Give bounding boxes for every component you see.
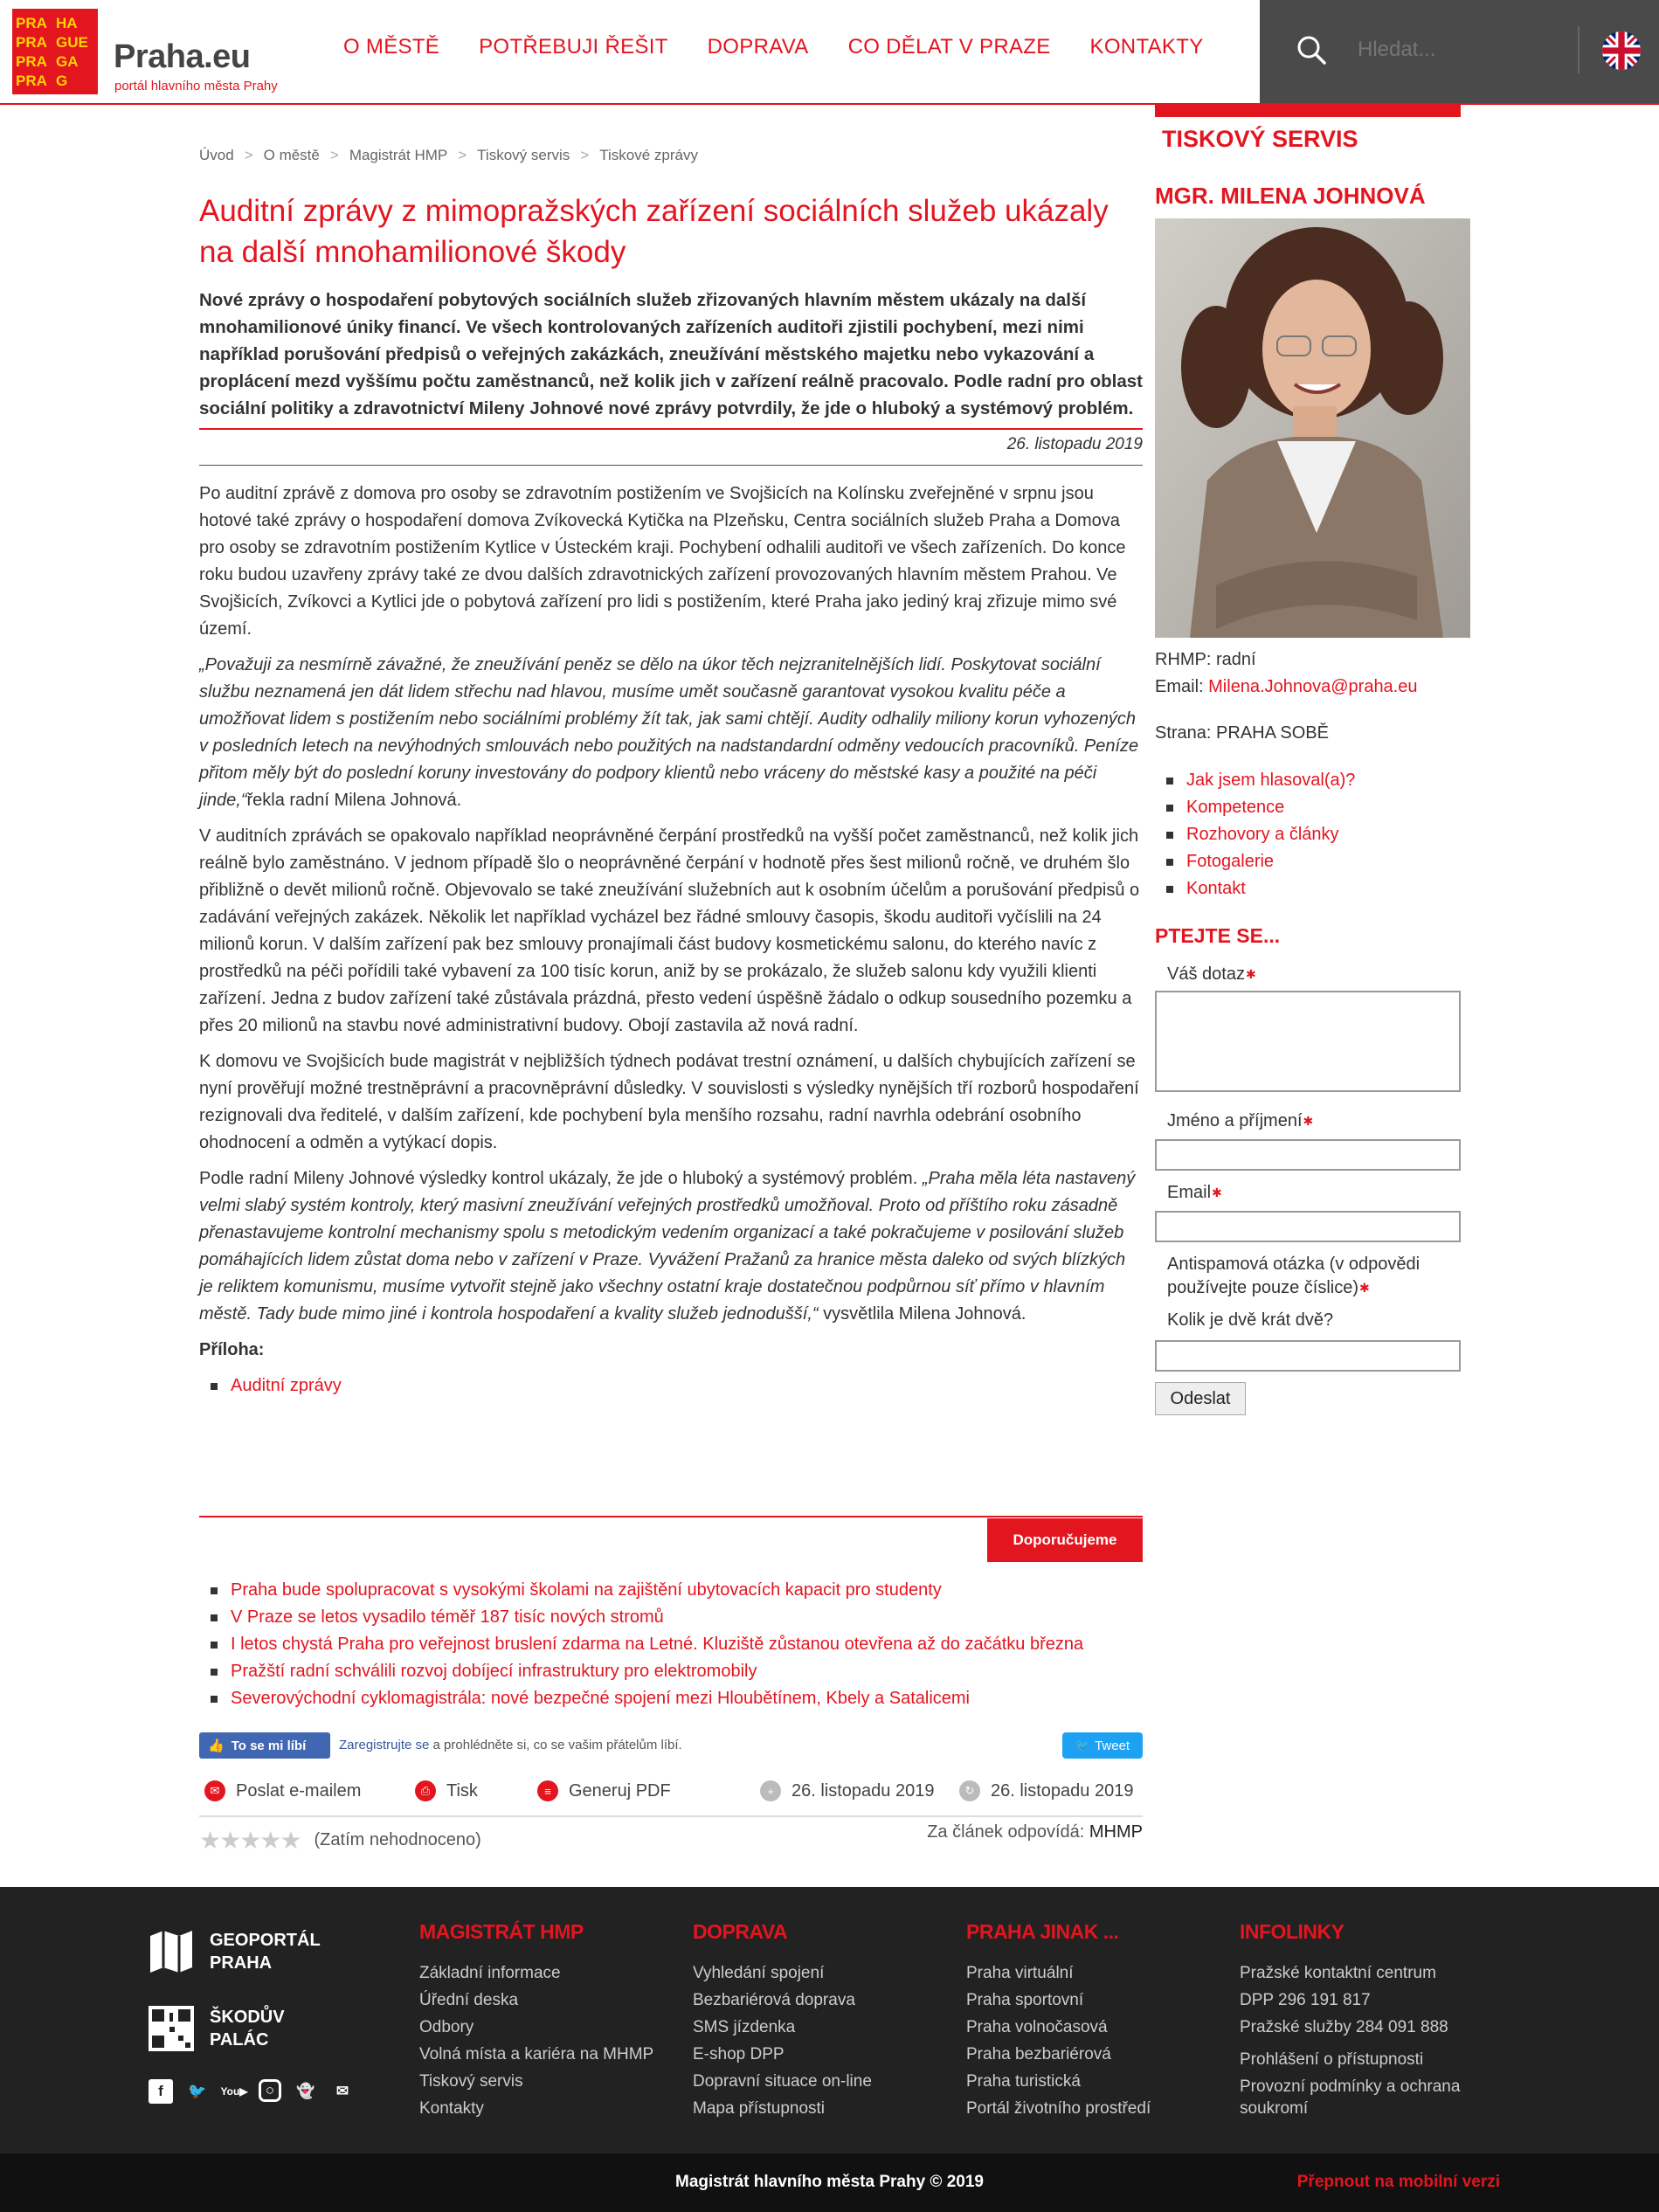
- created-date: [760, 1780, 934, 1801]
- breadcrumb-separator: >: [458, 147, 467, 163]
- copyright: Magistrát hlavního města Prahy © 2019: [675, 2173, 984, 2191]
- created-date-text: 26. listopadu 2019: [791, 1780, 935, 1801]
- article-tools: [199, 1780, 1143, 1817]
- main-nav: [343, 35, 1243, 59]
- skoduv-palac-link[interactable]: [149, 2006, 285, 2051]
- breadcrumb-magistrat[interactable]: Magistrát HMP: [349, 147, 448, 163]
- recommended-link[interactable]: Praha bude spolupracovat s vysokými školami na zajištění ubytovacích kapacit pro studenty: [231, 1580, 942, 1600]
- footer-text: Pražské služby 284 091 888: [1240, 2018, 1448, 2036]
- footer-link[interactable]: Volná místa a kariéra na MHMP: [419, 2045, 654, 2063]
- nav-o-meste[interactable]: O MĚSTĚ: [343, 35, 440, 59]
- nav-kontakty[interactable]: KONTAKTY: [1089, 35, 1204, 59]
- rating-text: (Zatím nehodnoceno): [314, 1830, 481, 1849]
- list-item: [1186, 767, 1469, 794]
- ask-title: PTEJTE SE...: [1155, 924, 1281, 947]
- thumbs-up-icon: 👍: [208, 1738, 225, 1753]
- uk-flag-icon[interactable]: [1602, 31, 1641, 70]
- article-body: [199, 480, 1143, 1400]
- pdf-tool-label: Generuj PDF: [569, 1780, 671, 1801]
- print-tool[interactable]: [415, 1780, 478, 1801]
- quote-intro: Podle radní Mileny Johnové výsledky kontrol ukázaly, že jde o hluboký a systémový problém.: [199, 1169, 918, 1188]
- recommended-tab[interactable]: Doporučujeme: [987, 1518, 1143, 1562]
- quote: „Praha měla léta nastavený velmi slabý systém kontroly, který masivní zneužívání veřejných prostředků umožňoval. Proto od příštího roku zásadně přenastavujeme kontrolní mechanismy spolu s metodickým vedením organizací a také pokračujeme v posilování služeb pomáhajících lidem zůstat doma nebo v zařízení v Praze. Vyvážení Pražanů za hranice města daleko od svých blízkých je reliktem komunismu, musíme vytvořit stejně jako všechny ostatní kraje dostatečnou podpůrnou síť přímo v hlavním městě. Tady bude mimo jiné i kontrola hospodaření a kvality služeb jednodušší,“: [199, 1169, 1136, 1324]
- attachment-label: Příloha:: [199, 1340, 265, 1359]
- name-label: [1167, 1109, 1313, 1133]
- footer-link[interactable]: Vyhledání spojení: [693, 1964, 825, 1982]
- logo-text: PRA: [16, 15, 47, 31]
- logo-text: GUE: [56, 34, 88, 51]
- search-input[interactable]: [1358, 31, 1559, 68]
- sidebar-accent-bar: [1155, 105, 1461, 117]
- person-email-row: [1155, 674, 1418, 701]
- paragraph: [199, 652, 1143, 814]
- facebook-register-link[interactable]: Zaregistrujte se: [339, 1738, 430, 1752]
- logo-text: PRA: [16, 53, 47, 70]
- link-kontakt[interactable]: Kontakt: [1186, 879, 1246, 898]
- breadcrumb-uvod[interactable]: Úvod: [199, 147, 234, 163]
- nav-doprava[interactable]: DOPRAVA: [707, 35, 809, 59]
- antispam-input[interactable]: [1155, 1340, 1461, 1372]
- geoportal-label-line: GEOPORTÁL: [210, 1931, 321, 1950]
- question-label-text: Váš dotaz: [1167, 964, 1245, 984]
- twitter-icon: 🐦: [1075, 1738, 1090, 1752]
- breadcrumb-separator: >: [244, 147, 253, 163]
- list-item: [1186, 821, 1469, 848]
- submit-button[interactable]: Odeslat: [1155, 1382, 1246, 1415]
- footer-link[interactable]: Praha volnočasová: [966, 2018, 1108, 2036]
- skoduv-label: [210, 2006, 285, 2051]
- rating: [199, 1826, 481, 1855]
- updated-date: [959, 1780, 1133, 1801]
- geoportal-label: [210, 1929, 321, 1974]
- quote-attribution: řekla radní Milena Johnová.: [246, 791, 462, 810]
- person-party: Strana: PRAHA SOBĚ: [1155, 723, 1329, 743]
- footer: [0, 1887, 1659, 2153]
- person-role: RHMP: radní: [1155, 650, 1256, 669]
- footer-bottom-bar: [0, 2153, 1659, 2212]
- email-tool[interactable]: [204, 1780, 361, 1801]
- facebook-like-button[interactable]: [199, 1732, 330, 1759]
- link-rozhovory[interactable]: Rozhovory a články: [1186, 825, 1339, 844]
- footer-col-magistrat: [419, 1920, 653, 2122]
- list-item: [1186, 848, 1469, 875]
- footer-col-title: MAGISTRÁT HMP: [419, 1920, 584, 1943]
- print-icon: ⎙: [415, 1780, 436, 1801]
- facebook-like-label: To se mi líbí: [231, 1738, 307, 1753]
- footer-link[interactable]: Praha virtuální: [966, 1964, 1074, 1982]
- footer-text: DPP 296 191 817: [1240, 1991, 1371, 2009]
- praha-logo[interactable]: [12, 9, 98, 94]
- breadcrumb-tiskove-zpravy[interactable]: Tiskové zprávy: [599, 147, 698, 163]
- skoduv-label-line: ŠKODŮV: [210, 2008, 285, 2027]
- person-name: MGR. MILENA JOHNOVÁ: [1155, 183, 1426, 209]
- name-input[interactable]: [1155, 1139, 1461, 1171]
- person-email-link[interactable]: Milena.Johnova@praha.eu: [1208, 677, 1418, 696]
- antispam-label-text: Antispamová otázka (v odpovědi používejte pouze číslice): [1167, 1255, 1421, 1297]
- breadcrumb-tiskovy-servis[interactable]: Tiskový servis: [477, 147, 570, 163]
- youtube-icon[interactable]: You▶: [220, 2085, 248, 2098]
- facebook-text-tail: a prohlédněte si, co se vašim přátelům líbí.: [429, 1738, 682, 1752]
- attachment-list: [199, 1372, 1143, 1400]
- attachment-link[interactable]: Auditní zprávy: [231, 1376, 342, 1395]
- divider: [1578, 26, 1580, 73]
- list-item: [231, 1658, 1143, 1685]
- required-mark: ✱: [1303, 1114, 1314, 1128]
- breadcrumb: [199, 147, 698, 164]
- nav-co-delat[interactable]: CO DĚLAT V PRAZE: [847, 35, 1051, 59]
- list-item: [231, 1604, 1143, 1631]
- list-item: [1186, 794, 1469, 821]
- pdf-tool[interactable]: [537, 1780, 671, 1801]
- qr-code-icon: [149, 2006, 194, 2051]
- email-label: Email:: [1155, 677, 1204, 696]
- recommended-list: [199, 1577, 1143, 1712]
- footer-link[interactable]: Mapa přístupnosti: [693, 2099, 826, 2118]
- footer-link[interactable]: Praha turistická: [966, 2072, 1081, 2091]
- person-links: [1155, 767, 1469, 902]
- site-subtitle: portál hlavního města Prahy: [114, 79, 278, 93]
- facebook-icon[interactable]: f: [149, 2079, 173, 2104]
- map-icon: [149, 1929, 194, 1974]
- mobile-version-link[interactable]: Přepnout na mobilní verzi: [1296, 2173, 1500, 2191]
- responsible: [927, 1822, 1143, 1842]
- tweet-button[interactable]: [1062, 1732, 1143, 1759]
- search-bar: [1260, 0, 1659, 103]
- divider: [199, 1516, 1143, 1517]
- footer-link[interactable]: Dopravní situace on-line: [693, 2072, 872, 2091]
- logo-text: GA: [56, 53, 79, 70]
- paragraph: [199, 1165, 1143, 1328]
- list-item: [1186, 875, 1469, 902]
- footer-link[interactable]: E-shop DPP: [693, 2045, 785, 2063]
- question-label: [1167, 963, 1256, 986]
- article-date: 26. listopadu 2019: [1006, 435, 1143, 453]
- footer-link[interactable]: Provozní podmínky a ochrana soukromí: [1240, 2077, 1461, 2118]
- portrait-illustration: [1155, 218, 1470, 638]
- list-item: [231, 1631, 1143, 1658]
- paragraph: Po auditní zprávě z domova pro osoby se zdravotním postižením ve Svojšicích na Kolínsku zveřejněné v srpnu jsou hotové také zprávy o hospodaření domova Zvíkovecká Kytička na Plzeňsku, Centra sociálních služeb Praha a Domova pro osoby se zdravotním postižením Kytlice v Ústeckém kraji. Pochybení odhalili auditoři ve všech zařízeních. Do konce roku budou uzavřeny zprávy také ze dvou dalších zdravotnických zařízení provozovaných hlavním městem Prahou. Ve Svojšicích, Zvíkovci a Kytlici jde o pobytová zařízení pro lidi s postižením, které Praha jako jediný kraj zřizuje mimo své území.: [199, 484, 1126, 639]
- paragraph: V auditních zprávách se opakovalo například neoprávněné čerpání prostředků na vyšší počet zaměstnanců, než kolik jich reálně bylo zaměstnáno. V jednom případě šlo o neoprávněné čerpání v hodnotě přes šest milionů ročně, ve druhém šlo přibližně o devět milionů ročně. Objevovalo se také zneužívání služebních aut k osobním účelům a porušování předpisů o zadávání veřejných zakázek. Několik let například vycházel bez řádné smlouvy časopis, škodu auditoři vyčíslili na 24 milionů korun. V dalším zařízení pak bez smlouvy pronajímali část budovy kosmetickému salonu, do kterého navíc z prostředků na péči pořídili také vybavení za 100 tisíc korun, aniž by se prokázalo, že služeb salonu kdy využili klienti zařízení. Jedna z budov zařízení také zůstávala prázdná, přesto vedení úspěšně žádalo o odkup sousedního pozemku a přes 20 milionů na stavbu nové administrativní budovy. Obojí zastavila až nová radní.: [199, 826, 1140, 1035]
- list-item: [231, 1577, 1143, 1604]
- tweet-label: Tweet: [1095, 1738, 1130, 1753]
- logo-text: PRA: [16, 34, 47, 51]
- person-info: [1155, 646, 1418, 747]
- link-kompetence[interactable]: Kompetence: [1186, 798, 1285, 817]
- logo-text: HA: [56, 15, 78, 31]
- name-label-text: Jméno a příjmení: [1167, 1111, 1303, 1130]
- footer-col-doprava: [693, 1920, 872, 2122]
- divider: [199, 465, 1143, 466]
- breadcrumb-separator: >: [329, 147, 339, 163]
- required-mark: ✱: [1212, 1185, 1222, 1199]
- recommended-link[interactable]: Severovýchodní cyklomagistrála: nové bezpečné spojení mezi Hloubětínem, Kbely a Satalicemi: [231, 1689, 970, 1708]
- logo-text: G: [56, 73, 68, 89]
- footer-link[interactable]: Základní informace: [419, 1964, 561, 1982]
- footer-link[interactable]: Odbory: [419, 2018, 474, 2036]
- logo-text: PRA: [16, 73, 47, 89]
- email-field-label-text: Email: [1167, 1183, 1212, 1202]
- divider: [199, 428, 1143, 430]
- site-header: [0, 0, 1659, 105]
- recommended-link[interactable]: Pražští radní schválili rozvoj dobíjecí infrastruktury pro elektromobily: [231, 1662, 757, 1681]
- footer-col-title: PRAHA JINAK ...: [966, 1920, 1119, 1943]
- breadcrumb-o-meste[interactable]: O městě: [263, 147, 320, 163]
- email-icon: ✉: [204, 1780, 225, 1801]
- footer-col-infolinky: [1240, 1920, 1502, 2119]
- site-title[interactable]: Praha.eu: [114, 38, 251, 75]
- footer-col-title: INFOLINKY: [1240, 1920, 1344, 1943]
- footer-link[interactable]: SMS jízdenka: [693, 2018, 796, 2036]
- question-textarea[interactable]: [1155, 991, 1461, 1092]
- recommended-link[interactable]: V Praze se letos vysadilo téměř 187 tisíc nových stromů: [231, 1607, 664, 1627]
- link-hlasovani[interactable]: Jak jsem hlasoval(a)?: [1186, 771, 1356, 790]
- plus-icon: +: [760, 1780, 781, 1801]
- footer-link[interactable]: Prohlášení o přístupnosti: [1240, 2050, 1424, 2069]
- footer-link[interactable]: Bezbariérová doprava: [693, 1991, 855, 2009]
- nav-potrebuji-resit[interactable]: POTŘEBUJI ŘEŠIT: [479, 35, 668, 59]
- article-title: Auditní zprávy z mimopražských zařízení sociálních služeb ukázaly na další mnohamilionové škody: [199, 194, 1109, 269]
- footer-link[interactable]: Praha bezbariérová: [966, 2045, 1111, 2063]
- rating-stars[interactable]: ★★★★★: [199, 1827, 301, 1854]
- responsible-label: Za článek odpovídá:: [927, 1822, 1085, 1842]
- list-item: [231, 1685, 1143, 1712]
- required-mark: ✱: [1359, 1281, 1370, 1295]
- footer-link[interactable]: Tiskový servis: [419, 2072, 523, 2091]
- mail-icon[interactable]: ✉: [335, 2083, 349, 2099]
- print-tool-label: Tisk: [446, 1780, 478, 1801]
- quote: „Považuji za nesmírně závažné, že zneužívání peněz se dělo na úkor těch nejzranitelnějších lidí. Poskytovat sociální službu neznamená jen dát lidem střechu nad hlavou, musíme umět současně garantovat vysokou kvalitu péče a umožňovat lidem s postižením nebo sociálními problémy žít tak, jak sami chtějí. Audity odhalily miliony korun vyhozených v posledních letech na nevýhodných smlouvách nebo použitých na nadstandardní odměny vedoucích pracovníků. Peníze přitom měly být do poslední koruny investovány do podpory klientů nebo vráceny do městské kasy a použité na péči jinde,“: [199, 655, 1139, 810]
- email-field-label: [1167, 1181, 1222, 1205]
- facebook-text: [339, 1738, 682, 1752]
- list-item: [231, 1372, 1143, 1400]
- article-lead: Nové zprávy o hospodaření pobytových sociálních služeb zřizovaných hlavním městem ukázaly na další mnohamilionové úniky financí. Ve všech kontrolovaných zařízeních auditoři zjistili pochybení, mezi nimi například porušování předpisů o veřejných zakázkách, zneužívání městského majetku nebo vykazování a proplácení mezd vyššímu počtu zaměstnanců, než kolik jich v zařízení reálně pracovalo. Podle radní pro oblast sociální politiky a zdravotnictví Mileny Johnové nové zprávy potvrdily, že jde o hluboký a systémový problém.: [199, 290, 1143, 418]
- breadcrumb-separator: >: [580, 147, 590, 163]
- quote-attribution: vysvětlila Milena Johnová.: [823, 1304, 1027, 1324]
- instagram-icon[interactable]: ○: [259, 2079, 281, 2102]
- link-fotogalerie[interactable]: Fotogalerie: [1186, 852, 1275, 871]
- responsible-value: MHMP: [1089, 1822, 1143, 1842]
- geoportal-link[interactable]: [149, 1929, 321, 1974]
- footer-link[interactable]: Kontakty: [419, 2099, 484, 2118]
- footer-col-praha-jinak: [966, 1920, 1151, 2122]
- snapchat-icon[interactable]: 👻: [296, 2083, 315, 2099]
- updated-date-text: 26. listopadu 2019: [991, 1780, 1134, 1801]
- sidebar-section-title: TISKOVÝ SERVIS: [1162, 126, 1358, 152]
- paragraph: K domovu ve Svojšicích bude magistrát v nejbližších týdnech podávat trestní oznámení, u dalších chybujících zařízení se nyní prověřují možné trestněprávní a pracovněprávní důsledky. V souvislosti s výsledky nynějších tří rozborů hospodaření rezignovali dva ředitelé, v dalším zařízení, kde pochybení byla menšího rozsahu, radní navrhla odebrání osobního ohodnocení a odměn a vytýkací dopis.: [199, 1052, 1139, 1152]
- pdf-icon: ≡: [537, 1780, 558, 1801]
- antispam-label: [1167, 1253, 1464, 1300]
- footer-link[interactable]: Praha sportovní: [966, 1991, 1084, 2009]
- required-mark: ✱: [1245, 967, 1256, 981]
- recommended-link[interactable]: I letos chystá Praha pro veřejnost bruslení zdarma na Letné. Kluziště zůstanou otevřena až do začátku března: [231, 1635, 1084, 1654]
- footer-link[interactable]: Pražské kontaktní centrum: [1240, 1964, 1436, 1982]
- person-photo: [1155, 218, 1470, 638]
- email-tool-label: Poslat e-mailem: [236, 1780, 362, 1801]
- footer-link[interactable]: Portál životního prostředí: [966, 2099, 1151, 2118]
- social-links: [149, 2079, 355, 2104]
- refresh-icon: ↻: [959, 1780, 980, 1801]
- search-icon[interactable]: [1295, 33, 1330, 68]
- share-row: [199, 1732, 1143, 1760]
- geoportal-label-line: PRAHA: [210, 1953, 273, 1973]
- footer-link[interactable]: Úřední deska: [419, 1991, 519, 2009]
- footer-col-title: DOPRAVA: [693, 1920, 788, 1943]
- email-input[interactable]: [1155, 1211, 1461, 1242]
- skoduv-label-line: PALÁC: [210, 2030, 269, 2050]
- twitter-icon[interactable]: 🐦: [188, 2083, 207, 2099]
- antispam-question: Kolik je dvě krát dvě?: [1167, 1310, 1334, 1330]
